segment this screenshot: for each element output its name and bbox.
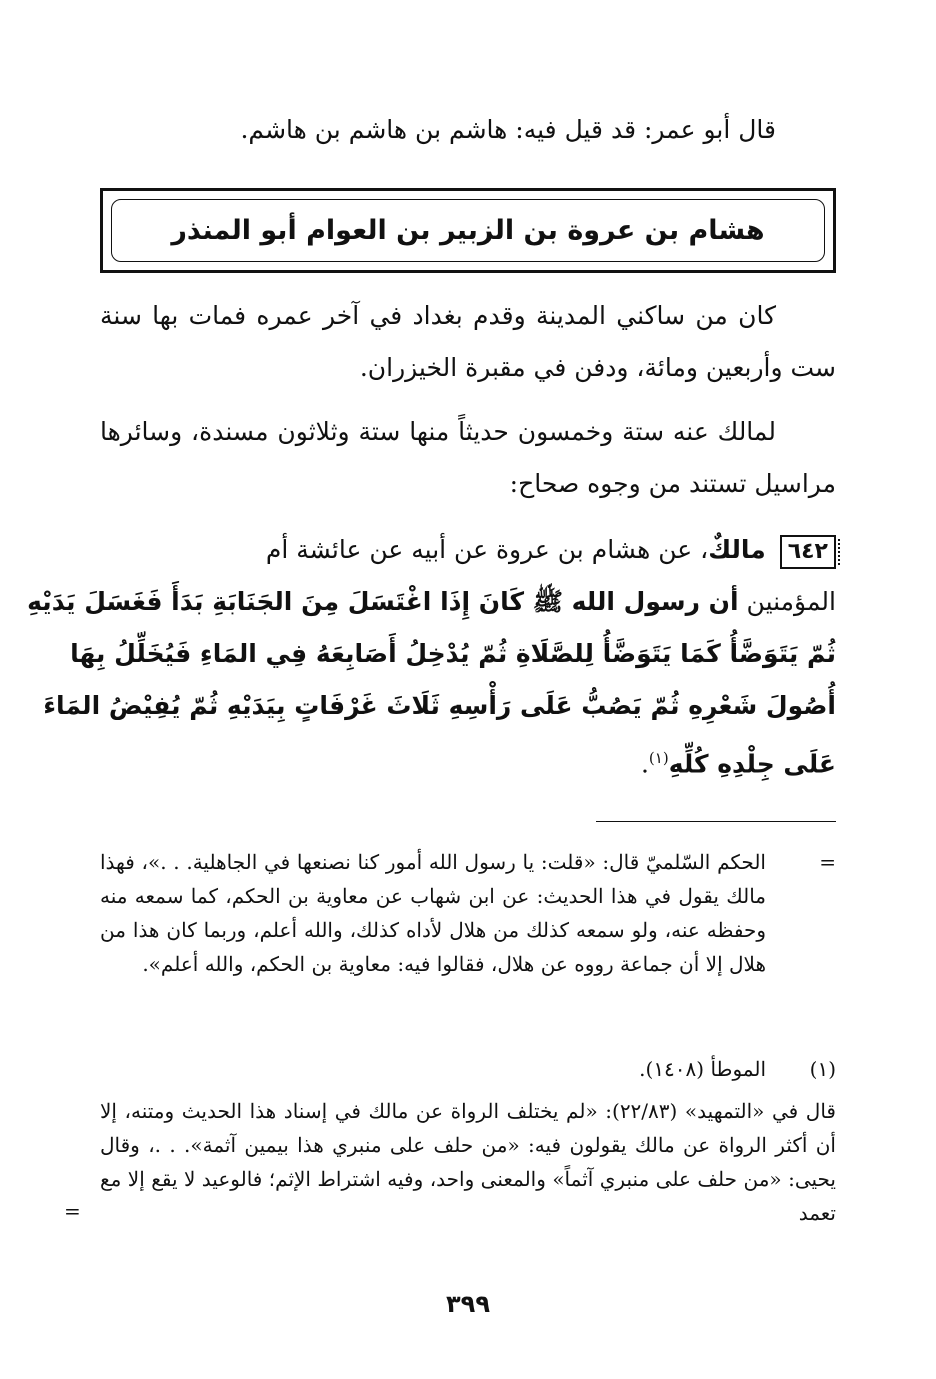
footnote-1	[100, 1052, 836, 1086]
continues-mark: =	[64, 1199, 81, 1223]
continuation-mark: =	[819, 850, 836, 874]
hadith-narrator: مالكٌ	[708, 535, 766, 564]
footnote-continuation	[100, 845, 836, 981]
hadith-text	[27, 524, 836, 784]
footnote-separator	[596, 821, 836, 822]
hadith-line-5	[100, 732, 836, 784]
hadith-end-mark: .	[640, 749, 649, 779]
hadith-number-badge: ٦٤٢	[780, 535, 836, 569]
hadith-count-paragraph: لمالك عنه ستة وخمسون حديثاً منها ستة وثلاثون مسندة، وسائرها مراسيل تستند من وجوه صحاح:	[100, 417, 836, 498]
intro-line: قال أبو عمر: قد قيل فيه: هاشم بن هاشم بن هاشم.	[240, 115, 776, 144]
hadith-isnad-end: المؤمنين	[746, 587, 836, 616]
chapter-title: هشام بن عروة بن الزبير بن العوام أبو المنذر	[171, 215, 765, 246]
footnote-1-commentary	[64, 1094, 836, 1230]
page-number: ٣٩٩	[446, 1290, 490, 1318]
hadith-matn-start: أن رسول الله ﷺ كَانَ إِذَا اغْتَسَلَ مِنَ الجَنَابَةِ بَدَأَ فَغَسَلَ يَدَيْهِ	[27, 587, 739, 616]
footnote-1-text: الموطأ (١٤٠٨).	[639, 1057, 766, 1081]
chapter-title-frame	[100, 188, 836, 273]
footnote-1-commentary-text: قال في «التمهيد» (٢٢/٨٣): «لم يختلف الرواة عن مالك في إسناد هذا الحديث ومتنه، إلا أن أكثر الرواة عن مالك يقولون فيه: «من حلف على منبري هذا بيمين آثمة». . .، وقال يحيى: «من حلف على منبري آثماً» والمعنى واحد، وفيه اشتراط الإثم؛ فالوعيد لا يقع إلا مع تعمد	[100, 1099, 836, 1225]
hadith-matn-end: عَلَى جِلْدِهِ كُلِّهِ	[668, 749, 836, 779]
hadith-line-1	[100, 524, 836, 576]
hadith-line-2	[27, 576, 836, 628]
footnote-reference: (١)	[648, 749, 669, 767]
continuation-text: الحكم السّلميّ قال: «قلت: يا رسول الله أمور كنا نصنعها في الجاهلية. . .»، فهذا مالك يقول في هذا الحديث: عن ابن شهاب عن معاوية بن الحكم، كما سمعه منه وحفظه عنه، ولو سمعه كذلك من هلال لأداه كذلك، والله أعلم، وربما كان هذا من هلال إلا أن جماعة رووه عن هلال، فقالوا فيه: معاوية بن الحكم، والله أعلم».	[100, 850, 766, 976]
footnote-1-mark: (١)	[809, 1057, 836, 1081]
hadith-line-4: أُصُولَ شَعْرِهِ ثُمّ يَصُبُّ عَلَى رَأْسِهِ ثَلَاثَ غَرْفَاتٍ بِيَدَيْهِ ثُمّ يُفِيْضُ المَاءَ	[43, 691, 836, 720]
biography-paragraph: كان من ساكني المدينة وقدم بغداد في آخر عمره فمات بها سنة ست وأربعين ومائة، ودفن في مقبرة الخيزران.	[100, 301, 836, 382]
hadith-isnad: ، عن هشام بن عروة عن أبيه عن عائشة أم	[265, 535, 709, 564]
hadith-line-3: ثُمّ يَتَوَضَّأُ كَمَا يَتَوَضَّأُ لِلصَّلَاةِ ثُمّ يُدْخِلُ أَصَابِعَهُ فِي المَاءِ فَيُخَلِّلُ بِهَا	[70, 639, 836, 668]
